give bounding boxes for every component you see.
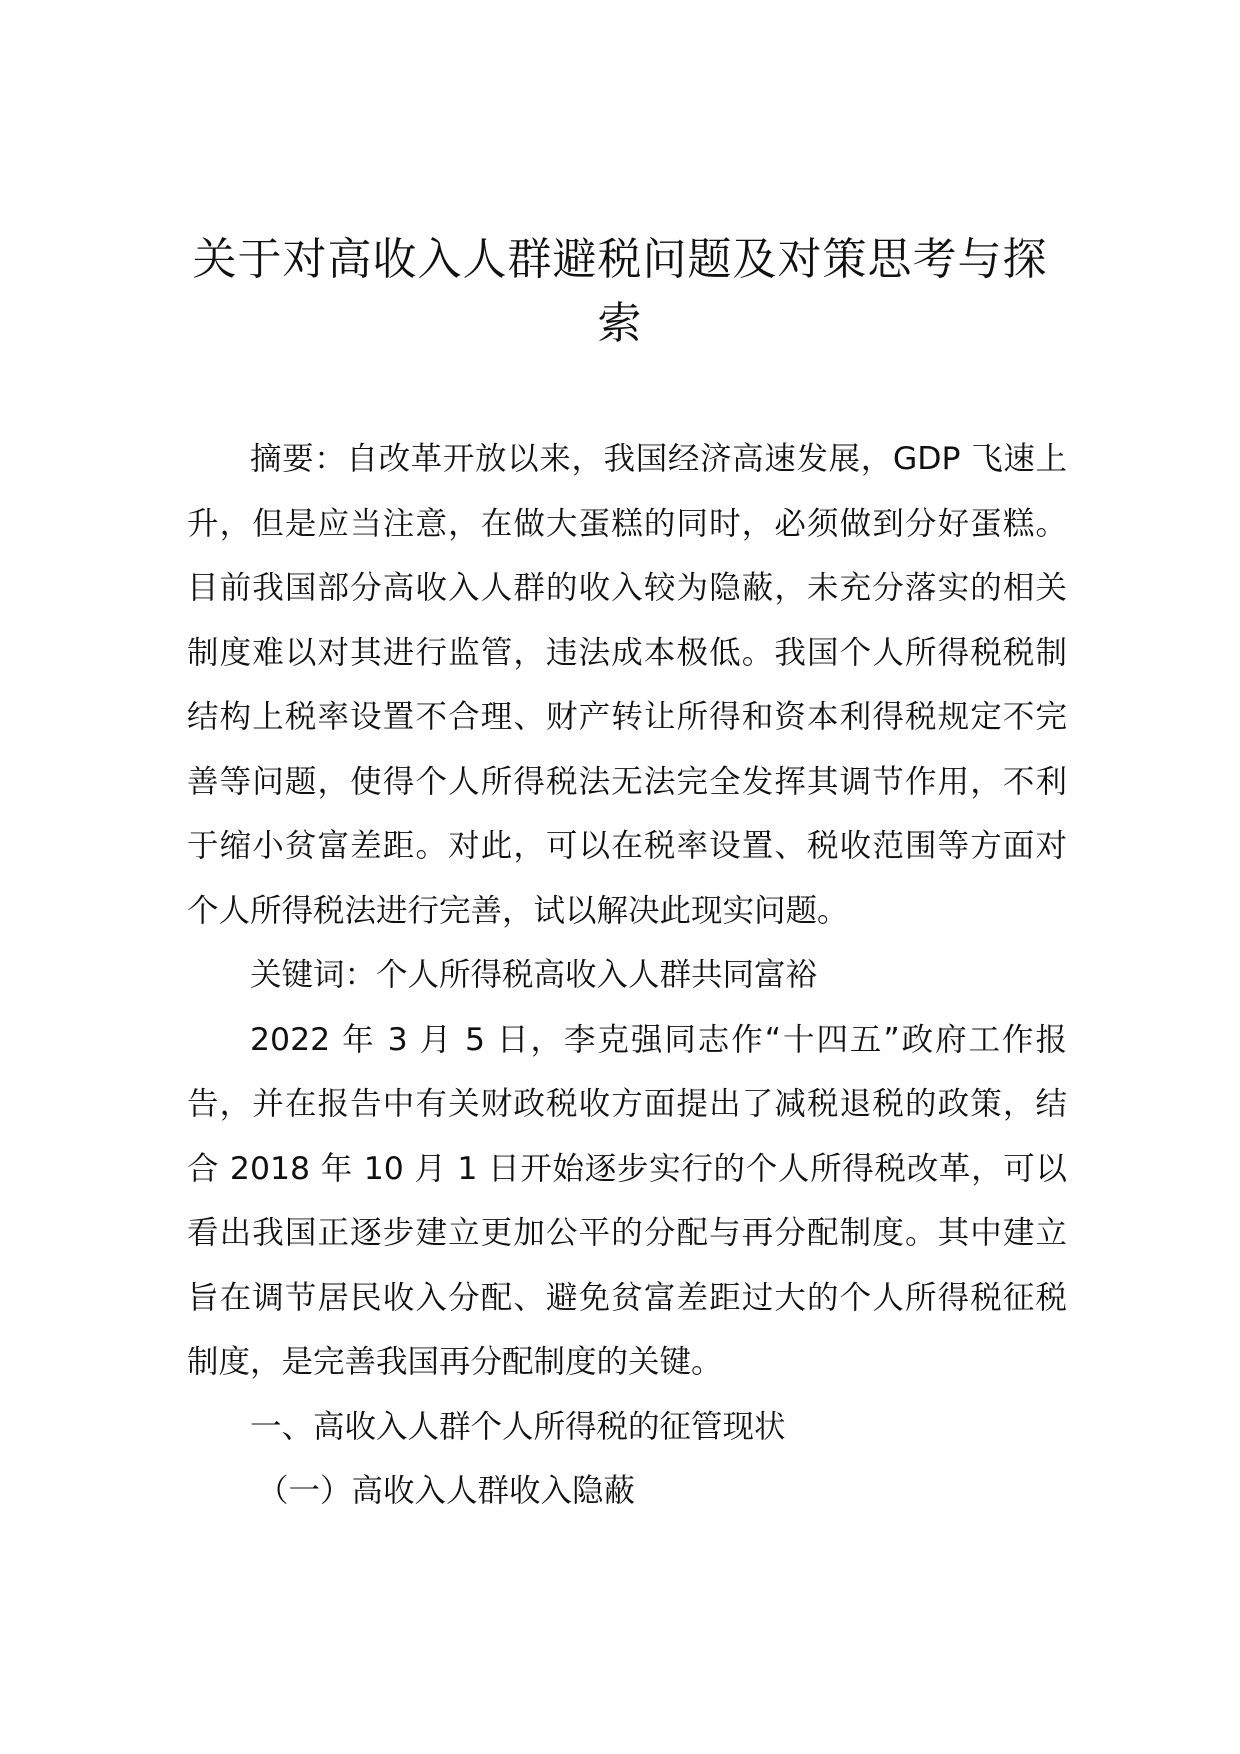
subsection-heading: （一）高收入人群收入隐蔽 (257, 1473, 636, 1509)
document-title: 关于对高收入人群避税问题及对策思考与探索 (192, 234, 1048, 349)
abstract-paragraph: 摘要：自改革开放以来，我国经济高速发展，GDP 飞速上升，但是应当注意，在做大蛋糕的同时，必须做到分好蛋糕。目前我国部分高收入人群的收入较为隐蔽，未充分落实的相关制度难以对其进行监管，违法成本极低。我国个人所得税税制结构上税率设置不合理、财产转让所得和资本利得税规定不完善等问题，使得个人所得税法无法完全发挥其调节作用，不利于缩小贫富差距。对此，可以在税率设置、税收范围等方面对个人所得税法进行完善，试以解决此现实问题。 (187, 441, 1067, 929)
keywords-paragraph: 关键词：个人所得税高收入人群共同富裕 (250, 957, 818, 993)
document-body (187, 427, 1067, 1524)
intro-paragraph: 2022 年 3 月 5 日，李克强同志作“十四五”政府工作报告，并在报告中有关财政税收方面提出了减税退税的政策，结合 2018 年 10 月 1 日开始逐步实行的个人所得税改革，可以看出我国正逐步建立更加公平的分配与再分配制度。其中建立旨在调节居民收入分配、避免贫富差距过大的个人所得税征税制度，是完善我国再分配制度的关键。 (187, 1021, 1067, 1380)
section-heading: 一、高收入人群个人所得税的征管现状 (250, 1408, 786, 1445)
